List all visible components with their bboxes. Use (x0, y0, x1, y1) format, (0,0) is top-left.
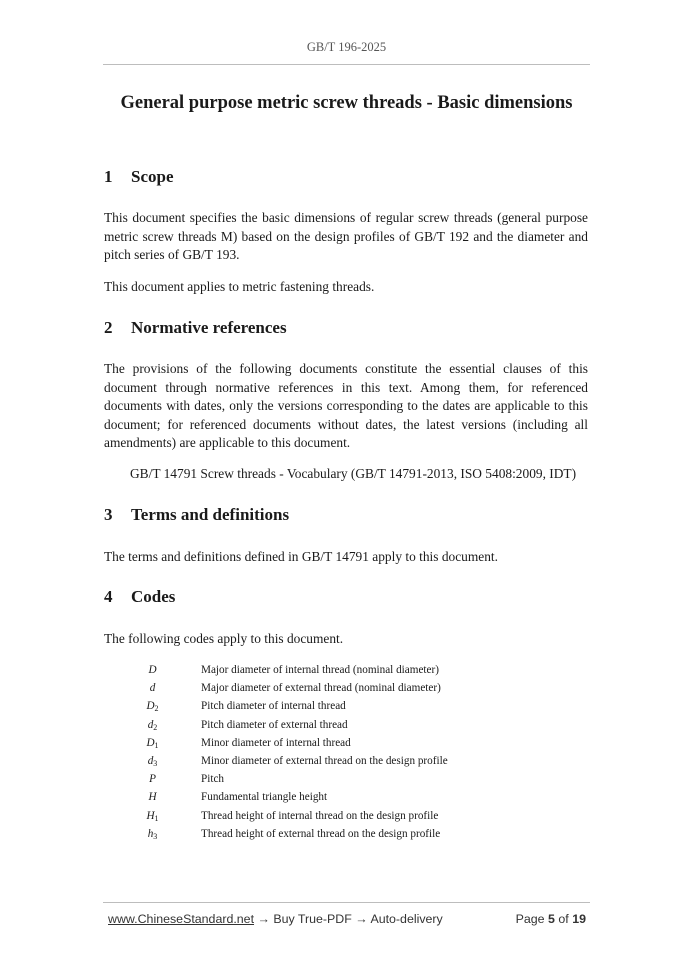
page-label: Page (515, 912, 545, 926)
arrow-icon: → (355, 912, 368, 926)
page-total: 19 (572, 912, 586, 926)
code-row (104, 770, 588, 788)
code-symbol: $D_1$ (146, 736, 159, 750)
code-row (104, 716, 588, 734)
page-current: 5 (548, 912, 555, 926)
code-row (104, 734, 588, 752)
reference-item: GB/T 14791 Screw threads - Vocabulary (GB/T 14791-2013, ISO 5408:2009, IDT) (130, 466, 577, 481)
terms-paragraph: The terms and definitions defined in GB/T 14791 apply to this document. (104, 549, 498, 564)
code-symbol: H (148, 791, 157, 804)
code-row (104, 807, 588, 825)
code-description: Major diameter of external thread (nominal diameter) (201, 682, 441, 695)
code-row (104, 679, 588, 697)
header-divider (103, 64, 590, 65)
running-header: GB/T 196-2025 (306, 40, 387, 54)
section-4-heading (104, 587, 175, 607)
section-3-title: Terms and definitions (131, 505, 290, 524)
section-2-number: 2 (104, 318, 113, 337)
code-symbol: $d_3$ (147, 754, 158, 768)
code-symbol: D (148, 664, 157, 676)
normative-references-paragraph: The provisions of the following documents constitute the essential clauses of this document through normative references in this text. Among them, for referenced documents with dates, only the versions corresponding to the dates are applicable to this document; for referenced documents without dates, the latest versions (including all amendments) are applicable to this document. (104, 361, 588, 450)
arrow-icon: → (257, 912, 270, 926)
codes-paragraph: The following codes apply to this document. (104, 631, 344, 646)
site-link[interactable]: www.ChineseStandard.net (108, 912, 255, 926)
section-2-heading (104, 318, 287, 338)
codes-list (104, 661, 588, 843)
code-symbol: $d_2$ (147, 718, 158, 732)
code-symbol: $H_1$ (146, 809, 159, 823)
code-row (104, 661, 588, 679)
code-row (104, 752, 588, 770)
section-1-title: Scope (131, 167, 174, 186)
document-title: General purpose metric screw threads - Basic dimensions (120, 93, 573, 113)
scope-paragraph-2: This document applies to metric fastening threads. (104, 279, 375, 294)
section-3-heading (104, 505, 289, 525)
code-symbol: $h_3$ (147, 827, 158, 841)
footer (108, 912, 586, 926)
page-indicator (516, 912, 586, 926)
code-row (104, 788, 588, 806)
code-description: Thread height of internal thread on the design profile (201, 809, 439, 822)
code-description: Minor diameter of internal thread (201, 736, 351, 749)
section-4-title: Codes (131, 587, 176, 606)
section-2-title: Normative references (131, 318, 287, 337)
footer-divider (103, 902, 590, 903)
section-1-heading (104, 167, 174, 187)
buy-link[interactable]: Buy True-PDF (273, 912, 352, 926)
delivery-label: Auto-delivery (370, 912, 443, 926)
code-row (104, 697, 588, 715)
code-symbol: P (149, 773, 156, 786)
code-description: Fundamental triangle height (201, 791, 328, 804)
page-of: of (558, 912, 569, 926)
code-description: Major diameter of internal thread (nominal diameter) (201, 664, 439, 676)
section-3-number: 3 (104, 505, 113, 524)
code-row (104, 825, 588, 843)
code-symbol: $D_2$ (146, 700, 159, 714)
code-description: Pitch diameter of internal thread (201, 700, 346, 713)
scope-paragraph-1: This document specifies the basic dimensions of regular screw threads (general purpose metric screw threads M) based on the design profiles of GB/T 192 and the diameter and pitch series of GB/T 193. (104, 210, 588, 262)
code-description: Pitch (201, 773, 224, 786)
section-1-number: 1 (104, 167, 113, 186)
code-description: Minor diameter of external thread on the design profile (201, 754, 448, 767)
section-4-number: 4 (104, 587, 113, 606)
code-description: Pitch diameter of external thread (201, 718, 348, 731)
code-description: Thread height of external thread on the design profile (201, 827, 441, 840)
code-symbol: d (149, 682, 156, 695)
